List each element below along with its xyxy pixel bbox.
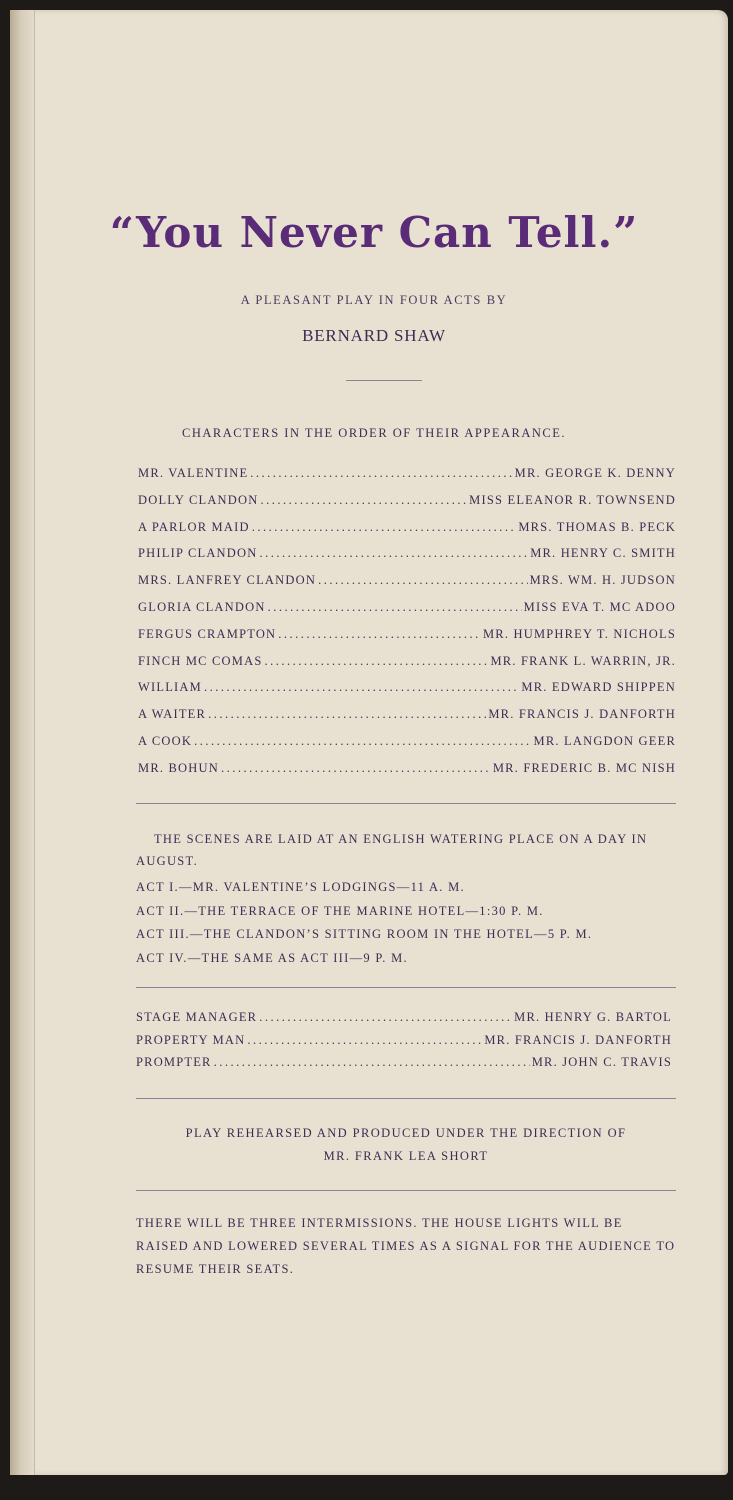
cast-actor: MR. LANGDON GEER [533,733,676,748]
leader-dots [260,493,467,508]
leader-dots [268,600,522,615]
cast-actor: MR. HUMPHREY T. NICHOLS [482,626,676,641]
cast-row [138,520,676,547]
cast-role: FINCH MC COMAS [138,653,263,668]
act-line: ACT II.—THE TERRACE OF THE MARINE HOTEL—1:30 P. M. [136,903,544,918]
crew-actor: MR. HENRY G. BARTOL [514,1010,672,1024]
page-content [50,10,698,1475]
leader-dots [214,1055,530,1070]
cast-row [138,573,676,600]
section-divider [136,1190,676,1191]
leader-dots [208,707,486,722]
cast-role: A PARLOR MAID [138,519,250,534]
crew-row [136,1010,672,1033]
cast-row [138,546,676,573]
crew-role: STAGE MANAGER [136,1010,258,1024]
cast-actor: MISS EVA T. MC ADOO [523,599,676,614]
cast-role: A COOK [138,733,193,748]
crew-list [136,1010,672,1078]
crew-row [136,1033,672,1056]
cast-role: MRS. LANFREY CLANDON [138,573,317,588]
crew-row [136,1055,672,1078]
leader-dots [264,654,488,669]
leader-dots [250,466,512,481]
direction-line: PLAY REHEARSED AND PRODUCED UNDER THE DIRECTION OF [185,1126,627,1140]
cast-role: MR. BOHUN [138,760,219,775]
cast-role: DOLLY CLANDON [138,492,259,507]
cast-row [138,493,676,520]
cast-role: GLORIA CLANDON [138,599,266,614]
cast-row [138,654,676,681]
cast-row [138,466,676,493]
crew-role: PROMPTER [136,1055,212,1069]
cast-actor: MR. HENRY C. SMITH [530,546,676,561]
leader-dots [247,1033,482,1048]
leader-dots [278,627,481,642]
crew-actor: MR. JOHN C. TRAVIS [531,1055,672,1069]
leader-dots [194,734,531,749]
cast-actor: MR. FRANCIS J. DANFORTH [488,707,676,722]
acts-list [136,876,676,970]
leader-dots [221,761,491,776]
leader-dots [204,680,519,695]
cast-role: PHILIP CLANDON [138,546,258,561]
scenes-intro: THE SCENES ARE LAID AT AN ENGLISH WATERING PLACE ON A DAY IN AUGUST. [136,832,648,868]
binding-spine [10,10,35,1475]
cast-row [138,680,676,707]
crew-role: PROPERTY MAN [136,1032,246,1047]
section-divider [136,987,676,988]
cast-row [138,734,676,761]
title-divider [346,380,422,381]
intermission-notice: THERE WILL BE THREE INTERMISSIONS. THE HOUSE LIGHTS WILL BE RAISED AND LOWERED SEVERAL TIMES AS A SIGNAL FOR THE AUDIENCE TO RESUME THEIR SEATS. [136,1216,676,1276]
cast-actor: MRS. WM. H. JUDSON [529,573,676,588]
leader-dots [252,520,517,535]
direction-credit [136,1122,676,1168]
play-subtitle: A PLEASANT PLAY IN FOUR ACTS BY [240,293,508,307]
director-name: MR. FRANK LEA SHORT [323,1149,489,1163]
cast-row [138,707,676,734]
leader-dots [318,573,528,588]
act-line: ACT III.—THE CLANDON’S SITTING ROOM IN THE HOTEL—5 P. M. [136,927,593,941]
cast-actor: MR. FRANK L. WARRIN, JR. [490,653,676,668]
cast-row [138,600,676,627]
section-divider [136,803,676,804]
act-line: ACT I.—MR. VALENTINE’S LODGINGS—11 A. M. [136,880,465,894]
cast-actor: MISS ELEANOR R. TOWNSEND [469,492,676,507]
section-divider [136,1098,676,1099]
play-author: BERNARD SHAW [302,326,446,345]
play-title: “You Never Can Tell.” [109,208,639,257]
cast-actor: MR. GEORGE K. DENNY [514,466,676,480]
crew-actor: MR. FRANCIS J. DANFORTH [484,1032,672,1047]
cast-actor: MR. EDWARD SHIPPEN [521,680,676,695]
cast-actor: MRS. THOMAS B. PECK [518,519,676,534]
cast-heading: CHARACTERS IN THE ORDER OF THEIR APPEARANCE. [182,426,566,440]
cast-row [138,627,676,654]
act-line: ACT IV.—THE SAME AS ACT III—9 P. M. [136,950,408,965]
cast-role: A WAITER [138,707,207,722]
leader-dots [259,546,528,561]
cast-role: FERGUS CRAMPTON [138,626,277,641]
cast-role: WILLIAM [138,680,202,695]
cast-list [138,466,676,788]
scenes-section [136,828,676,970]
cast-actor: MR. FREDERIC B. MC NISH [492,760,676,775]
playbill-page [10,10,728,1475]
leader-dots [259,1010,512,1025]
cast-role: MR. VALENTINE [138,466,249,480]
cast-row [138,761,676,788]
